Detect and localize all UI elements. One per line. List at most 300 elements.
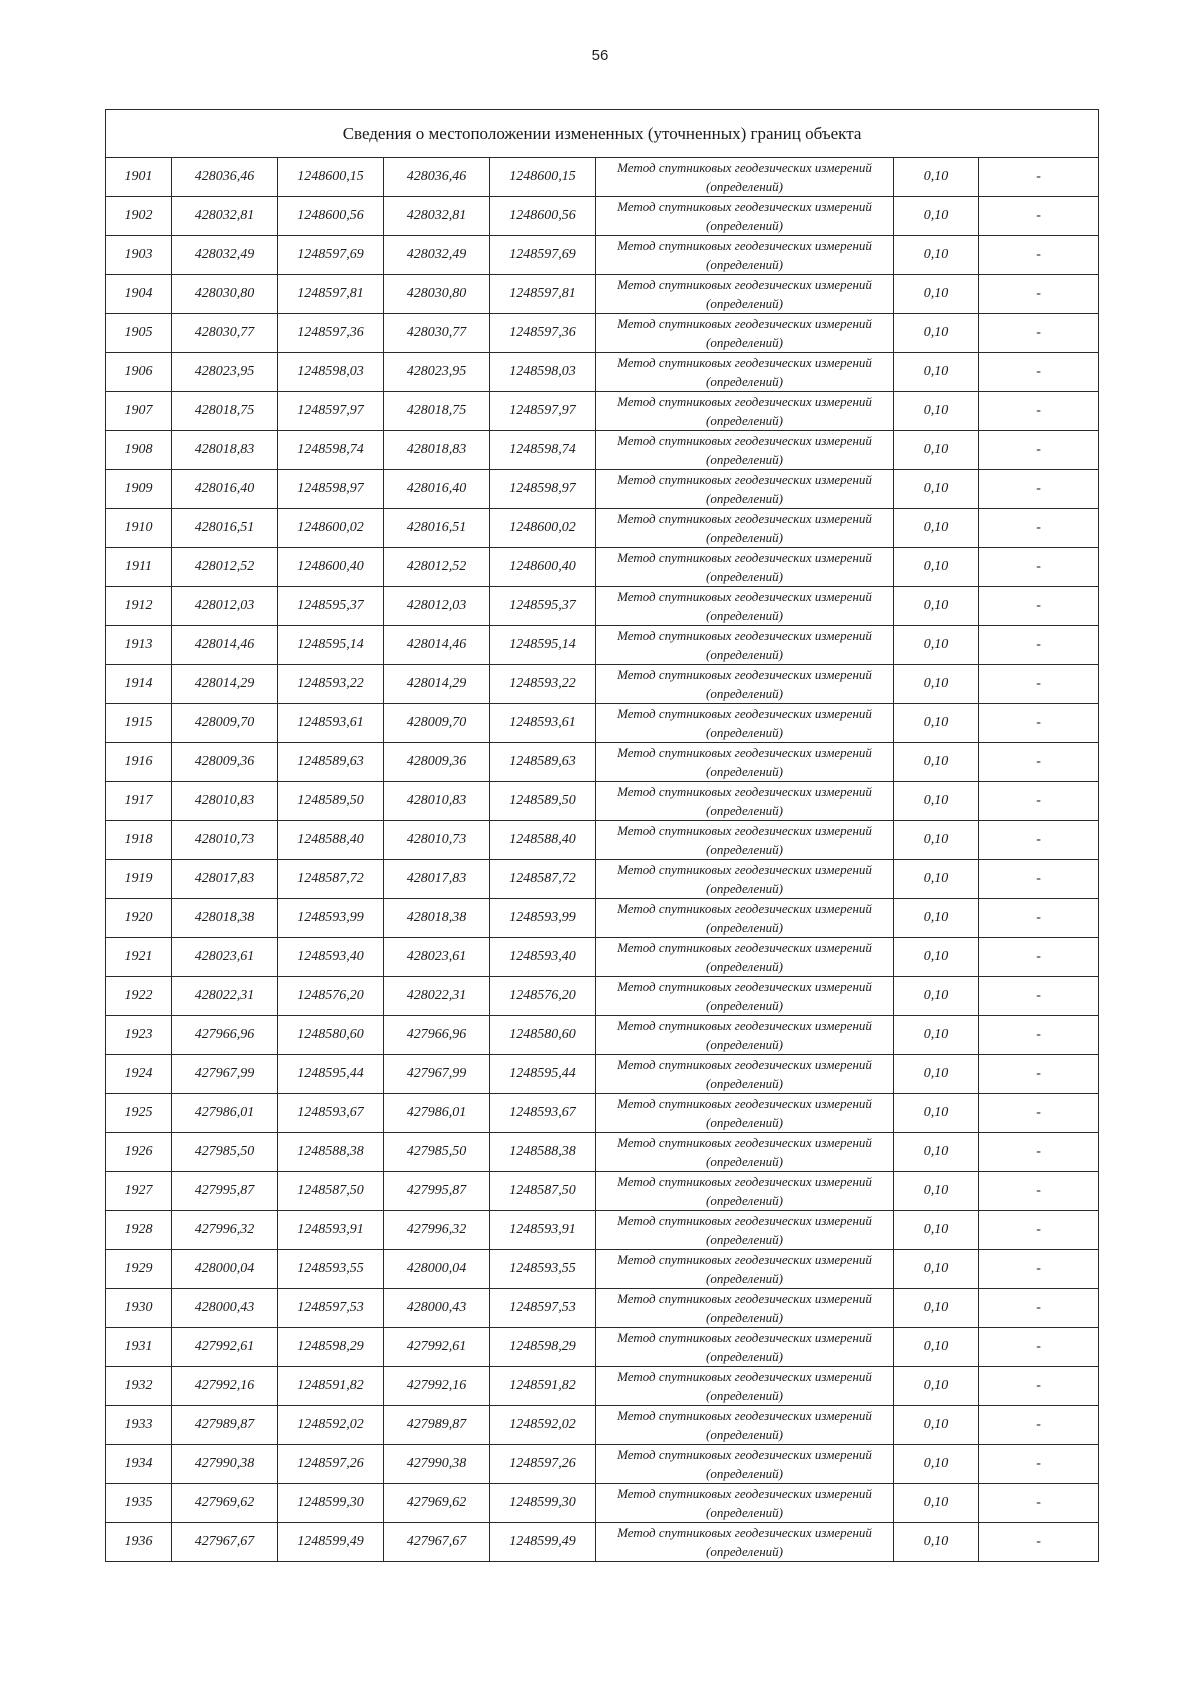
note-cell: - bbox=[979, 197, 1099, 236]
y-existing-cell: 1248595,14 bbox=[278, 626, 384, 665]
x-existing-cell: 427992,61 bbox=[172, 1328, 278, 1367]
note-cell: - bbox=[979, 938, 1099, 977]
x-refined-cell: 428032,49 bbox=[384, 236, 490, 275]
note-cell: - bbox=[979, 1055, 1099, 1094]
y-refined-cell: 1248597,69 bbox=[490, 236, 596, 275]
accuracy-cell: 0,10 bbox=[894, 197, 979, 236]
accuracy-cell: 0,10 bbox=[894, 1406, 979, 1445]
accuracy-cell: 0,10 bbox=[894, 470, 979, 509]
accuracy-cell: 0,10 bbox=[894, 860, 979, 899]
table-row bbox=[106, 509, 1099, 548]
y-existing-cell: 1248593,67 bbox=[278, 1094, 384, 1133]
x-existing-cell: 428018,83 bbox=[172, 431, 278, 470]
accuracy-cell: 0,10 bbox=[894, 1250, 979, 1289]
y-existing-cell: 1248591,82 bbox=[278, 1367, 384, 1406]
accuracy-cell: 0,10 bbox=[894, 938, 979, 977]
y-refined-cell: 1248587,72 bbox=[490, 860, 596, 899]
accuracy-cell: 0,10 bbox=[894, 1133, 979, 1172]
table-row bbox=[106, 587, 1099, 626]
point-number-cell: 1915 bbox=[106, 704, 172, 743]
y-refined-cell: 1248593,91 bbox=[490, 1211, 596, 1250]
method-cell: Метод спутниковых геодезических измерений (определений) bbox=[596, 1094, 894, 1133]
table-row bbox=[106, 1289, 1099, 1328]
x-existing-cell: 427996,32 bbox=[172, 1211, 278, 1250]
point-number-cell: 1925 bbox=[106, 1094, 172, 1133]
y-existing-cell: 1248598,03 bbox=[278, 353, 384, 392]
x-refined-cell: 428009,36 bbox=[384, 743, 490, 782]
note-cell: - bbox=[979, 353, 1099, 392]
point-number-cell: 1920 bbox=[106, 899, 172, 938]
y-existing-cell: 1248587,72 bbox=[278, 860, 384, 899]
point-number-cell: 1935 bbox=[106, 1484, 172, 1523]
x-refined-cell: 428032,81 bbox=[384, 197, 490, 236]
method-cell: Метод спутниковых геодезических измерений (определений) bbox=[596, 158, 894, 197]
table-title: Сведения о местоположении измененных (уточненных) границ объекта bbox=[106, 110, 1099, 158]
y-existing-cell: 1248593,91 bbox=[278, 1211, 384, 1250]
y-refined-cell: 1248593,40 bbox=[490, 938, 596, 977]
point-number-cell: 1932 bbox=[106, 1367, 172, 1406]
y-refined-cell: 1248593,22 bbox=[490, 665, 596, 704]
x-refined-cell: 428014,29 bbox=[384, 665, 490, 704]
x-refined-cell: 427996,32 bbox=[384, 1211, 490, 1250]
point-number-cell: 1926 bbox=[106, 1133, 172, 1172]
accuracy-cell: 0,10 bbox=[894, 626, 979, 665]
accuracy-cell: 0,10 bbox=[894, 548, 979, 587]
table-row bbox=[106, 197, 1099, 236]
accuracy-cell: 0,10 bbox=[894, 1055, 979, 1094]
x-existing-cell: 428016,51 bbox=[172, 509, 278, 548]
x-refined-cell: 427990,38 bbox=[384, 1445, 490, 1484]
x-existing-cell: 427985,50 bbox=[172, 1133, 278, 1172]
x-refined-cell: 428009,70 bbox=[384, 704, 490, 743]
accuracy-cell: 0,10 bbox=[894, 1016, 979, 1055]
x-refined-cell: 428016,40 bbox=[384, 470, 490, 509]
x-existing-cell: 427967,99 bbox=[172, 1055, 278, 1094]
method-cell: Метод спутниковых геодезических измерений (определений) bbox=[596, 470, 894, 509]
y-refined-cell: 1248599,49 bbox=[490, 1523, 596, 1562]
y-existing-cell: 1248580,60 bbox=[278, 1016, 384, 1055]
x-existing-cell: 427969,62 bbox=[172, 1484, 278, 1523]
y-existing-cell: 1248597,81 bbox=[278, 275, 384, 314]
method-cell: Метод спутниковых геодезических измерений (определений) bbox=[596, 314, 894, 353]
note-cell: - bbox=[979, 1211, 1099, 1250]
x-existing-cell: 428023,61 bbox=[172, 938, 278, 977]
y-existing-cell: 1248593,61 bbox=[278, 704, 384, 743]
x-existing-cell: 427966,96 bbox=[172, 1016, 278, 1055]
point-number-cell: 1933 bbox=[106, 1406, 172, 1445]
note-cell: - bbox=[979, 821, 1099, 860]
y-refined-cell: 1248593,99 bbox=[490, 899, 596, 938]
note-cell: - bbox=[979, 1016, 1099, 1055]
x-existing-cell: 427986,01 bbox=[172, 1094, 278, 1133]
x-refined-cell: 428018,75 bbox=[384, 392, 490, 431]
method-cell: Метод спутниковых геодезических измерений (определений) bbox=[596, 431, 894, 470]
method-cell: Метод спутниковых геодезических измерений (определений) bbox=[596, 1133, 894, 1172]
y-existing-cell: 1248599,30 bbox=[278, 1484, 384, 1523]
y-existing-cell: 1248587,50 bbox=[278, 1172, 384, 1211]
note-cell: - bbox=[979, 899, 1099, 938]
point-number-cell: 1936 bbox=[106, 1523, 172, 1562]
x-refined-cell: 427967,67 bbox=[384, 1523, 490, 1562]
y-existing-cell: 1248597,36 bbox=[278, 314, 384, 353]
accuracy-cell: 0,10 bbox=[894, 431, 979, 470]
point-number-cell: 1911 bbox=[106, 548, 172, 587]
note-cell: - bbox=[979, 470, 1099, 509]
table-row bbox=[106, 353, 1099, 392]
y-refined-cell: 1248595,14 bbox=[490, 626, 596, 665]
y-existing-cell: 1248588,40 bbox=[278, 821, 384, 860]
x-refined-cell: 427986,01 bbox=[384, 1094, 490, 1133]
note-cell: - bbox=[979, 1328, 1099, 1367]
point-number-cell: 1929 bbox=[106, 1250, 172, 1289]
point-number-cell: 1914 bbox=[106, 665, 172, 704]
y-existing-cell: 1248588,38 bbox=[278, 1133, 384, 1172]
method-cell: Метод спутниковых геодезических измерений (определений) bbox=[596, 1172, 894, 1211]
point-number-cell: 1917 bbox=[106, 782, 172, 821]
x-refined-cell: 428000,04 bbox=[384, 1250, 490, 1289]
x-refined-cell: 428014,46 bbox=[384, 626, 490, 665]
table-row bbox=[106, 860, 1099, 899]
table-row bbox=[106, 1094, 1099, 1133]
accuracy-cell: 0,10 bbox=[894, 1523, 979, 1562]
x-existing-cell: 428012,52 bbox=[172, 548, 278, 587]
accuracy-cell: 0,10 bbox=[894, 899, 979, 938]
x-existing-cell: 428012,03 bbox=[172, 587, 278, 626]
point-number-cell: 1901 bbox=[106, 158, 172, 197]
point-number-cell: 1918 bbox=[106, 821, 172, 860]
y-existing-cell: 1248593,99 bbox=[278, 899, 384, 938]
point-number-cell: 1922 bbox=[106, 977, 172, 1016]
table-row bbox=[106, 782, 1099, 821]
note-cell: - bbox=[979, 626, 1099, 665]
x-refined-cell: 427989,87 bbox=[384, 1406, 490, 1445]
method-cell: Метод спутниковых геодезических измерений (определений) bbox=[596, 899, 894, 938]
note-cell: - bbox=[979, 314, 1099, 353]
note-cell: - bbox=[979, 1523, 1099, 1562]
method-cell: Метод спутниковых геодезических измерений (определений) bbox=[596, 587, 894, 626]
point-number-cell: 1931 bbox=[106, 1328, 172, 1367]
table-title-row bbox=[106, 110, 1099, 158]
x-refined-cell: 428022,31 bbox=[384, 977, 490, 1016]
accuracy-cell: 0,10 bbox=[894, 1484, 979, 1523]
y-existing-cell: 1248598,97 bbox=[278, 470, 384, 509]
y-existing-cell: 1248593,22 bbox=[278, 665, 384, 704]
table-row bbox=[106, 626, 1099, 665]
y-refined-cell: 1248595,37 bbox=[490, 587, 596, 626]
y-refined-cell: 1248597,81 bbox=[490, 275, 596, 314]
y-refined-cell: 1248598,97 bbox=[490, 470, 596, 509]
table-row bbox=[106, 977, 1099, 1016]
x-refined-cell: 428036,46 bbox=[384, 158, 490, 197]
note-cell: - bbox=[979, 1445, 1099, 1484]
accuracy-cell: 0,10 bbox=[894, 1367, 979, 1406]
table-row bbox=[106, 1406, 1099, 1445]
point-number-cell: 1921 bbox=[106, 938, 172, 977]
method-cell: Метод спутниковых геодезических измерений (определений) bbox=[596, 938, 894, 977]
y-refined-cell: 1248592,02 bbox=[490, 1406, 596, 1445]
method-cell: Метод спутниковых геодезических измерений (определений) bbox=[596, 860, 894, 899]
point-number-cell: 1903 bbox=[106, 236, 172, 275]
table-row bbox=[106, 275, 1099, 314]
method-cell: Метод спутниковых геодезических измерений (определений) bbox=[596, 1055, 894, 1094]
note-cell: - bbox=[979, 860, 1099, 899]
x-existing-cell: 428022,31 bbox=[172, 977, 278, 1016]
y-refined-cell: 1248597,26 bbox=[490, 1445, 596, 1484]
x-refined-cell: 428017,83 bbox=[384, 860, 490, 899]
x-refined-cell: 427992,16 bbox=[384, 1367, 490, 1406]
method-cell: Метод спутниковых геодезических измерений (определений) bbox=[596, 821, 894, 860]
y-existing-cell: 1248598,29 bbox=[278, 1328, 384, 1367]
accuracy-cell: 0,10 bbox=[894, 1445, 979, 1484]
note-cell: - bbox=[979, 1367, 1099, 1406]
y-existing-cell: 1248600,15 bbox=[278, 158, 384, 197]
table-row bbox=[106, 1133, 1099, 1172]
method-cell: Метод спутниковых геодезических измерений (определений) bbox=[596, 977, 894, 1016]
point-number-cell: 1909 bbox=[106, 470, 172, 509]
method-cell: Метод спутниковых геодезических измерений (определений) bbox=[596, 626, 894, 665]
y-existing-cell: 1248576,20 bbox=[278, 977, 384, 1016]
table-row bbox=[106, 1328, 1099, 1367]
table-row bbox=[106, 821, 1099, 860]
x-refined-cell: 427985,50 bbox=[384, 1133, 490, 1172]
accuracy-cell: 0,10 bbox=[894, 704, 979, 743]
x-existing-cell: 428018,75 bbox=[172, 392, 278, 431]
accuracy-cell: 0,10 bbox=[894, 236, 979, 275]
y-existing-cell: 1248595,37 bbox=[278, 587, 384, 626]
x-existing-cell: 427992,16 bbox=[172, 1367, 278, 1406]
x-existing-cell: 428000,04 bbox=[172, 1250, 278, 1289]
accuracy-cell: 0,10 bbox=[894, 1094, 979, 1133]
y-refined-cell: 1248595,44 bbox=[490, 1055, 596, 1094]
x-refined-cell: 428030,80 bbox=[384, 275, 490, 314]
accuracy-cell: 0,10 bbox=[894, 782, 979, 821]
note-cell: - bbox=[979, 782, 1099, 821]
x-refined-cell: 427966,96 bbox=[384, 1016, 490, 1055]
note-cell: - bbox=[979, 158, 1099, 197]
note-cell: - bbox=[979, 431, 1099, 470]
x-existing-cell: 428036,46 bbox=[172, 158, 278, 197]
note-cell: - bbox=[979, 275, 1099, 314]
table-row bbox=[106, 431, 1099, 470]
accuracy-cell: 0,10 bbox=[894, 158, 979, 197]
y-existing-cell: 1248597,53 bbox=[278, 1289, 384, 1328]
y-existing-cell: 1248593,55 bbox=[278, 1250, 384, 1289]
x-existing-cell: 428023,95 bbox=[172, 353, 278, 392]
x-refined-cell: 428023,61 bbox=[384, 938, 490, 977]
x-existing-cell: 427995,87 bbox=[172, 1172, 278, 1211]
accuracy-cell: 0,10 bbox=[894, 392, 979, 431]
point-number-cell: 1913 bbox=[106, 626, 172, 665]
x-existing-cell: 428014,46 bbox=[172, 626, 278, 665]
method-cell: Метод спутниковых геодезических измерений (определений) bbox=[596, 1484, 894, 1523]
accuracy-cell: 0,10 bbox=[894, 665, 979, 704]
note-cell: - bbox=[979, 236, 1099, 275]
table-row bbox=[106, 1367, 1099, 1406]
boundary-coordinates-table bbox=[105, 109, 1099, 1562]
x-refined-cell: 428018,38 bbox=[384, 899, 490, 938]
y-refined-cell: 1248588,38 bbox=[490, 1133, 596, 1172]
accuracy-cell: 0,10 bbox=[894, 509, 979, 548]
method-cell: Метод спутниковых геодезических измерений (определений) bbox=[596, 1250, 894, 1289]
x-refined-cell: 427995,87 bbox=[384, 1172, 490, 1211]
x-refined-cell: 427969,62 bbox=[384, 1484, 490, 1523]
point-number-cell: 1930 bbox=[106, 1289, 172, 1328]
y-existing-cell: 1248593,40 bbox=[278, 938, 384, 977]
table-row bbox=[106, 548, 1099, 587]
y-refined-cell: 1248580,60 bbox=[490, 1016, 596, 1055]
point-number-cell: 1923 bbox=[106, 1016, 172, 1055]
x-refined-cell: 427992,61 bbox=[384, 1328, 490, 1367]
accuracy-cell: 0,10 bbox=[894, 743, 979, 782]
table-row bbox=[106, 1055, 1099, 1094]
x-existing-cell: 428030,80 bbox=[172, 275, 278, 314]
y-refined-cell: 1248597,53 bbox=[490, 1289, 596, 1328]
point-number-cell: 1907 bbox=[106, 392, 172, 431]
point-number-cell: 1906 bbox=[106, 353, 172, 392]
method-cell: Метод спутниковых геодезических измерений (определений) bbox=[596, 704, 894, 743]
y-existing-cell: 1248597,69 bbox=[278, 236, 384, 275]
x-refined-cell: 427967,99 bbox=[384, 1055, 490, 1094]
y-refined-cell: 1248593,67 bbox=[490, 1094, 596, 1133]
accuracy-cell: 0,10 bbox=[894, 1172, 979, 1211]
note-cell: - bbox=[979, 704, 1099, 743]
x-existing-cell: 428010,73 bbox=[172, 821, 278, 860]
method-cell: Метод спутниковых геодезических измерений (определений) bbox=[596, 1289, 894, 1328]
point-number-cell: 1910 bbox=[106, 509, 172, 548]
y-existing-cell: 1248597,26 bbox=[278, 1445, 384, 1484]
page-number: 56 bbox=[591, 47, 609, 64]
accuracy-cell: 0,10 bbox=[894, 314, 979, 353]
x-existing-cell: 427967,67 bbox=[172, 1523, 278, 1562]
x-existing-cell: 428009,70 bbox=[172, 704, 278, 743]
x-existing-cell: 428030,77 bbox=[172, 314, 278, 353]
table-row bbox=[106, 470, 1099, 509]
point-number-cell: 1912 bbox=[106, 587, 172, 626]
point-number-cell: 1902 bbox=[106, 197, 172, 236]
x-existing-cell: 428009,36 bbox=[172, 743, 278, 782]
method-cell: Метод спутниковых геодезических измерений (определений) bbox=[596, 236, 894, 275]
point-number-cell: 1924 bbox=[106, 1055, 172, 1094]
note-cell: - bbox=[979, 977, 1099, 1016]
table-row bbox=[106, 314, 1099, 353]
y-refined-cell: 1248600,40 bbox=[490, 548, 596, 587]
table-row bbox=[106, 1523, 1099, 1562]
point-number-cell: 1919 bbox=[106, 860, 172, 899]
y-existing-cell: 1248600,02 bbox=[278, 509, 384, 548]
accuracy-cell: 0,10 bbox=[894, 1211, 979, 1250]
y-existing-cell: 1248597,97 bbox=[278, 392, 384, 431]
table-row bbox=[106, 938, 1099, 977]
note-cell: - bbox=[979, 1250, 1099, 1289]
x-existing-cell: 427989,87 bbox=[172, 1406, 278, 1445]
point-number-cell: 1916 bbox=[106, 743, 172, 782]
y-refined-cell: 1248589,50 bbox=[490, 782, 596, 821]
note-cell: - bbox=[979, 509, 1099, 548]
note-cell: - bbox=[979, 587, 1099, 626]
x-existing-cell: 428032,49 bbox=[172, 236, 278, 275]
method-cell: Метод спутниковых геодезических измерений (определений) bbox=[596, 1523, 894, 1562]
y-refined-cell: 1248587,50 bbox=[490, 1172, 596, 1211]
y-refined-cell: 1248597,97 bbox=[490, 392, 596, 431]
note-cell: - bbox=[979, 743, 1099, 782]
y-refined-cell: 1248597,36 bbox=[490, 314, 596, 353]
x-existing-cell: 428000,43 bbox=[172, 1289, 278, 1328]
x-refined-cell: 428010,73 bbox=[384, 821, 490, 860]
table-row bbox=[106, 1172, 1099, 1211]
method-cell: Метод спутниковых геодезических измерений (определений) bbox=[596, 353, 894, 392]
y-existing-cell: 1248600,40 bbox=[278, 548, 384, 587]
table-row bbox=[106, 1445, 1099, 1484]
x-refined-cell: 428030,77 bbox=[384, 314, 490, 353]
table-row bbox=[106, 899, 1099, 938]
accuracy-cell: 0,10 bbox=[894, 977, 979, 1016]
y-refined-cell: 1248600,56 bbox=[490, 197, 596, 236]
y-refined-cell: 1248591,82 bbox=[490, 1367, 596, 1406]
x-refined-cell: 428016,51 bbox=[384, 509, 490, 548]
y-refined-cell: 1248576,20 bbox=[490, 977, 596, 1016]
method-cell: Метод спутниковых геодезических измерений (определений) bbox=[596, 782, 894, 821]
method-cell: Метод спутниковых геодезических измерений (определений) bbox=[596, 509, 894, 548]
x-existing-cell: 428010,83 bbox=[172, 782, 278, 821]
method-cell: Метод спутниковых геодезических измерений (определений) bbox=[596, 548, 894, 587]
method-cell: Метод спутниковых геодезических измерений (определений) bbox=[596, 1211, 894, 1250]
x-existing-cell: 428014,29 bbox=[172, 665, 278, 704]
y-existing-cell: 1248589,50 bbox=[278, 782, 384, 821]
y-refined-cell: 1248598,03 bbox=[490, 353, 596, 392]
table-row bbox=[106, 236, 1099, 275]
y-refined-cell: 1248588,40 bbox=[490, 821, 596, 860]
point-number-cell: 1908 bbox=[106, 431, 172, 470]
method-cell: Метод спутниковых геодезических измерений (определений) bbox=[596, 743, 894, 782]
note-cell: - bbox=[979, 1133, 1099, 1172]
note-cell: - bbox=[979, 392, 1099, 431]
note-cell: - bbox=[979, 548, 1099, 587]
x-refined-cell: 428012,52 bbox=[384, 548, 490, 587]
method-cell: Метод спутниковых геодезических измерений (определений) bbox=[596, 275, 894, 314]
y-refined-cell: 1248593,55 bbox=[490, 1250, 596, 1289]
table-row bbox=[106, 665, 1099, 704]
table-row bbox=[106, 1016, 1099, 1055]
point-number-cell: 1934 bbox=[106, 1445, 172, 1484]
y-existing-cell: 1248592,02 bbox=[278, 1406, 384, 1445]
table-row bbox=[106, 158, 1099, 197]
note-cell: - bbox=[979, 1172, 1099, 1211]
accuracy-cell: 0,10 bbox=[894, 275, 979, 314]
y-refined-cell: 1248600,15 bbox=[490, 158, 596, 197]
x-existing-cell: 428017,83 bbox=[172, 860, 278, 899]
point-number-cell: 1928 bbox=[106, 1211, 172, 1250]
method-cell: Метод спутниковых геодезических измерений (определений) bbox=[596, 197, 894, 236]
accuracy-cell: 0,10 bbox=[894, 587, 979, 626]
x-refined-cell: 428023,95 bbox=[384, 353, 490, 392]
method-cell: Метод спутниковых геодезических измерений (определений) bbox=[596, 665, 894, 704]
point-number-cell: 1927 bbox=[106, 1172, 172, 1211]
note-cell: - bbox=[979, 1289, 1099, 1328]
y-refined-cell: 1248599,30 bbox=[490, 1484, 596, 1523]
note-cell: - bbox=[979, 1094, 1099, 1133]
x-existing-cell: 428016,40 bbox=[172, 470, 278, 509]
y-existing-cell: 1248600,56 bbox=[278, 197, 384, 236]
x-existing-cell: 428018,38 bbox=[172, 899, 278, 938]
y-existing-cell: 1248599,49 bbox=[278, 1523, 384, 1562]
y-existing-cell: 1248589,63 bbox=[278, 743, 384, 782]
x-existing-cell: 428032,81 bbox=[172, 197, 278, 236]
method-cell: Метод спутниковых геодезических измерений (определений) bbox=[596, 1016, 894, 1055]
point-number-cell: 1905 bbox=[106, 314, 172, 353]
accuracy-cell: 0,10 bbox=[894, 353, 979, 392]
method-cell: Метод спутниковых геодезических измерений (определений) bbox=[596, 1445, 894, 1484]
y-refined-cell: 1248593,61 bbox=[490, 704, 596, 743]
